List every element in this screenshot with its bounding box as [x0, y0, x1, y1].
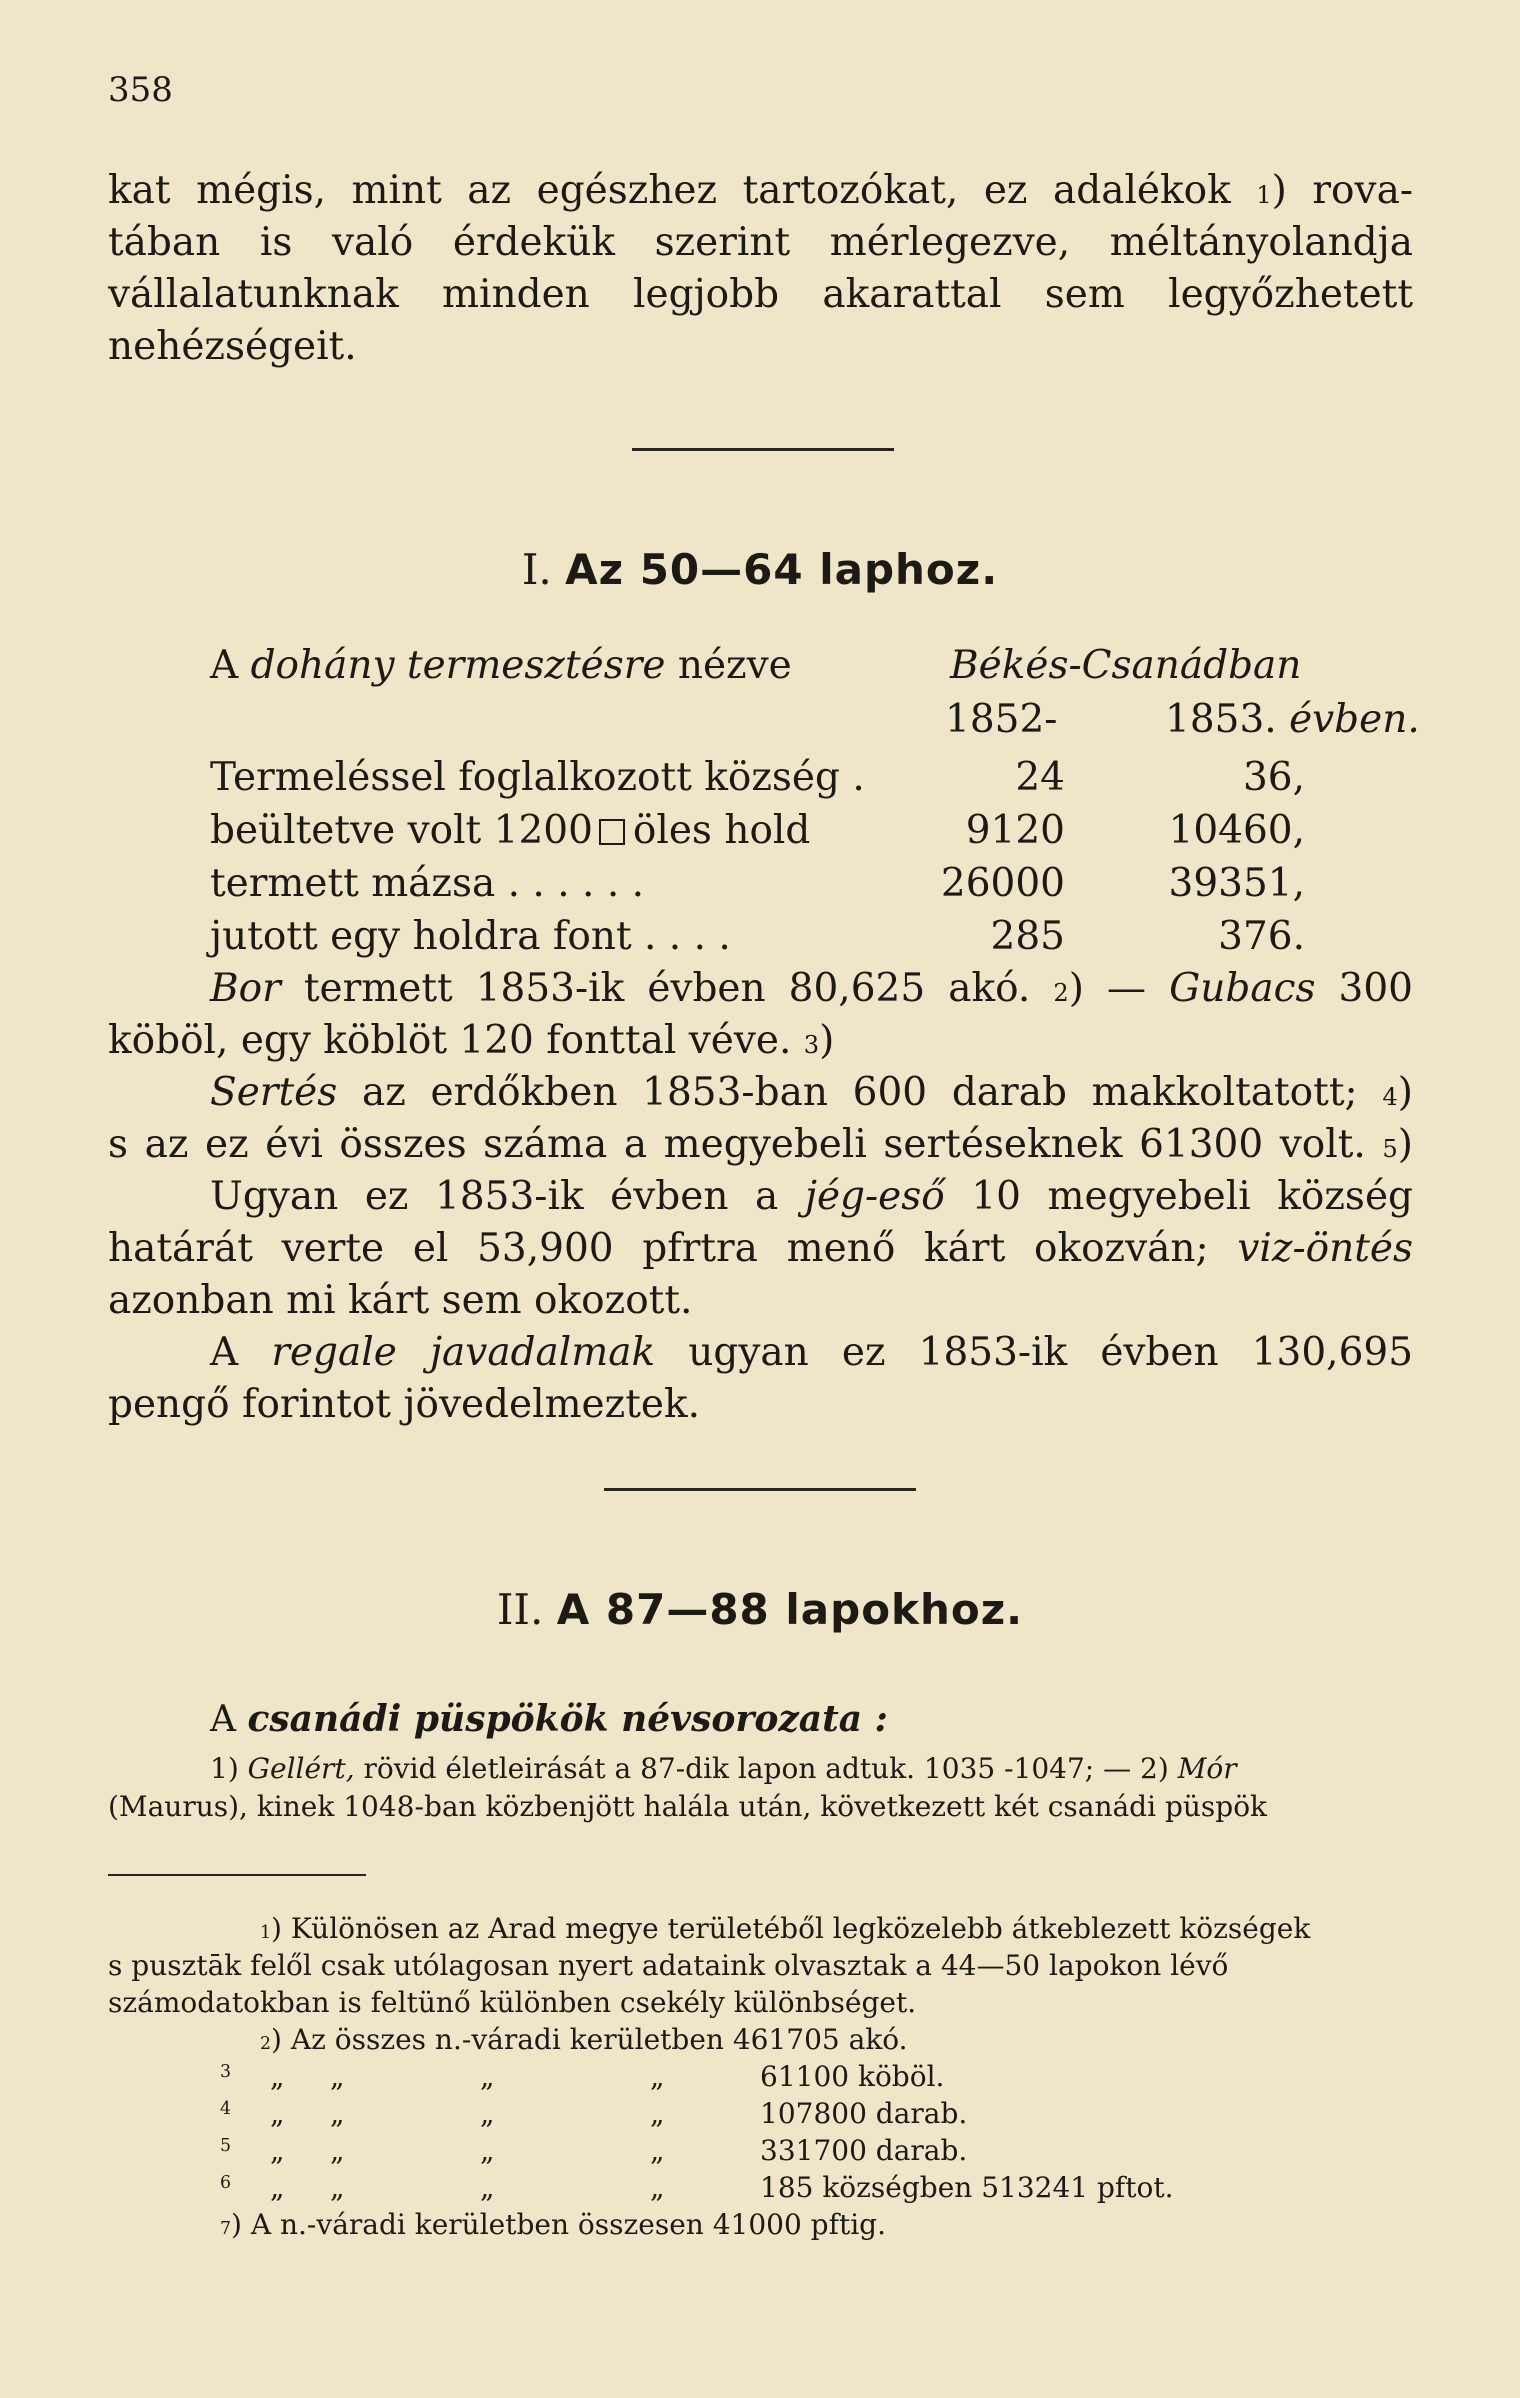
row-label: termett mázsa . . . . . .	[210, 861, 645, 906]
text: )	[819, 1018, 835, 1063]
table-row	[210, 914, 1420, 966]
ditto-mark: „	[650, 2134, 665, 2167]
table-row	[210, 808, 1420, 860]
year-1853	[1165, 697, 1420, 742]
footnote-text: ) A n.-váradi kerületben összesen 41000 pftig.	[231, 2208, 886, 2241]
value-1853: 10460,	[1168, 808, 1305, 853]
year-1852: 1852-	[945, 697, 1058, 742]
ditto-mark: „	[480, 2060, 495, 2093]
text: 1853.	[1165, 697, 1277, 742]
footnote-text: 107800 darab.	[760, 2097, 968, 2130]
text: )	[1397, 1070, 1413, 1115]
ditto-mark: „	[480, 2171, 495, 2204]
footnote-7	[108, 2206, 1438, 2243]
text: Ugyan ez 1853-ik évben a	[210, 1174, 805, 1219]
list-caption	[210, 1698, 888, 1740]
text: öles hold	[632, 808, 811, 853]
footnote-text: 331700 darab.	[760, 2134, 968, 2167]
value-1852: 24	[1015, 755, 1065, 800]
section-1-body	[108, 963, 1413, 1431]
text: rövid életleirását a 87-dik lapon adtuk. 1035 -1047; — 2)	[354, 1752, 1178, 1785]
footnote-3: 3 „ „ „ „ 61100 köböl.	[220, 2060, 945, 2093]
text: beültetve volt 1200	[210, 808, 593, 853]
text: jég-eső	[804, 1174, 945, 1219]
footnote-ref: 3	[803, 1031, 820, 1059]
text: A	[210, 1699, 248, 1740]
text: nehézségeit.	[108, 324, 357, 369]
text: ) rova-	[1271, 168, 1414, 213]
row-label: jutott egy holdra font . . . .	[210, 914, 731, 959]
text: Gubacs	[1169, 966, 1316, 1011]
text: s pusztāk felől csak utólagosan nyert adataink olvasztak a 44—50 lapokon lévő	[108, 1949, 1229, 1982]
ditto-mark: „	[650, 2097, 665, 2130]
bishops-list	[108, 1750, 1408, 1826]
text: (Maurus), kinek 1048-ban közbenjött halála után, következett két csanádi püspök	[108, 1790, 1268, 1823]
value-1852: 9120	[965, 808, 1065, 853]
text: regale javadalmak	[271, 1330, 656, 1375]
text: 10 megyebeli község	[944, 1174, 1413, 1219]
value-1853: 39351,	[1168, 861, 1305, 906]
text: Gellért,	[247, 1752, 355, 1785]
ditto-mark: „	[330, 2060, 345, 2093]
footnote-ref: 5	[1382, 1135, 1398, 1163]
text: A	[210, 643, 251, 688]
text: 1)	[210, 1752, 248, 1785]
footnote-line	[220, 2206, 886, 2243]
ditto-mark: „	[330, 2171, 345, 2204]
value-1853: 36,	[1242, 755, 1305, 800]
text: nézve	[665, 643, 792, 688]
text: Bor	[210, 966, 281, 1011]
footnote-mark: 1	[260, 1923, 272, 1943]
ditto-mark: „	[480, 2097, 495, 2130]
text: számodatokban is feltünő különben csekély különbséget.	[108, 1986, 917, 2019]
footnote-mark: 7	[220, 2219, 232, 2239]
ditto-mark: „	[650, 2171, 665, 2204]
section-numeral: I.	[521, 545, 552, 594]
footnotes	[108, 1910, 1438, 2058]
text: pengő forintot jövedelmeztek.	[108, 1382, 700, 1427]
section-divider	[604, 1488, 916, 1491]
footnote-ref: 4	[1382, 1083, 1398, 1111]
section-divider	[632, 448, 894, 451]
footnote-5: 5 „ „ „ „ 331700 darab.	[220, 2134, 968, 2167]
footnote-ref: 2	[1053, 979, 1069, 1007]
row-label: Termeléssel foglalkozott község .	[210, 755, 865, 800]
text: köböl, egy köblöt 120 fonttal véve.	[108, 1018, 804, 1063]
row-label	[210, 808, 810, 853]
text: ) Az összes n.-váradi kerületben 461705 akó.	[271, 2023, 908, 2056]
value-1853: 376.	[1218, 914, 1305, 959]
footnote-text: 185 községben 513241 pftot.	[760, 2171, 1174, 2204]
section-title: A 87—88 lapokhoz.	[556, 1585, 1024, 1634]
text: Mór	[1177, 1752, 1237, 1785]
text: )	[1397, 1122, 1413, 1167]
section-2-heading	[0, 1585, 1520, 1634]
square-symbol-icon	[599, 819, 625, 845]
text: dohány termesztésre	[250, 643, 666, 688]
text: termett 1853-ik évben 80,625 akó.	[280, 966, 1054, 1011]
ditto-mark: „	[650, 2060, 665, 2093]
text: ugyan ez 1853-ik évben 130,695	[655, 1330, 1414, 1375]
ditto-footnotes	[108, 2058, 1438, 2243]
footnote-text: 61100 köböl.	[760, 2060, 945, 2093]
ditto-mark: „	[330, 2097, 345, 2130]
text: az erdőkben 1853-ban 600 darab makkoltatott;	[337, 1070, 1383, 1115]
table-caption	[210, 643, 792, 688]
footnote-divider	[108, 1874, 366, 1876]
table-row	[210, 861, 1420, 913]
text: tában is való érdekük szerint mérlegezve, méltányolandja	[108, 220, 1413, 265]
text: s az ez évi összes száma a megyebeli sertéseknek 61300 volt.	[108, 1122, 1383, 1167]
text: viz-öntés	[1237, 1226, 1413, 1271]
text: 300	[1315, 966, 1413, 1011]
value-1852: 285	[990, 914, 1065, 959]
footnote-mark: 2	[260, 2034, 272, 2054]
text: Békés-Csanádban	[950, 643, 1302, 688]
ditto-mark: „	[270, 2097, 285, 2130]
text: Sertés	[210, 1070, 338, 1115]
text: csanádi püspökök névsorozata :	[247, 1698, 888, 1740]
ditto-mark: „	[330, 2134, 345, 2167]
text: azonban mi kárt sem okozott.	[108, 1278, 693, 1323]
footnote-6: 6 „ „ „ „ 185 községben 513241 pftot.	[220, 2171, 1174, 2204]
text: ) —	[1068, 966, 1170, 1011]
text: évben.	[1289, 697, 1420, 742]
footnote-4: 4 „ „ „ „ 107800 darab.	[220, 2097, 968, 2130]
table-region	[950, 643, 1301, 688]
footnote-ref: 1	[1256, 181, 1272, 209]
section-title: Az 50—64 laphoz.	[565, 545, 999, 594]
value-1852: 26000	[940, 861, 1065, 906]
text: vállalatunknak minden legjobb akarattal sem legyőzhetett	[108, 272, 1413, 317]
text: kat mégis, mint az egészhez tartozókat, ez adalékok	[108, 168, 1257, 213]
ditto-mark: „	[480, 2134, 495, 2167]
text: ) Különösen az Arad megye területéből legközelebb átkeblezett községek	[271, 1912, 1311, 1945]
table-row	[210, 755, 1420, 807]
text: határát verte el 53,900 pfrtra menő kárt okozván;	[108, 1226, 1238, 1271]
text: A	[210, 1330, 272, 1375]
ditto-mark: „	[270, 2060, 285, 2093]
intro-paragraph	[108, 165, 1413, 373]
section-numeral: II.	[496, 1585, 544, 1634]
section-1-heading	[0, 545, 1520, 594]
ditto-mark: „	[270, 2134, 285, 2167]
ditto-mark: „	[270, 2171, 285, 2204]
page-number: 358	[108, 70, 173, 110]
